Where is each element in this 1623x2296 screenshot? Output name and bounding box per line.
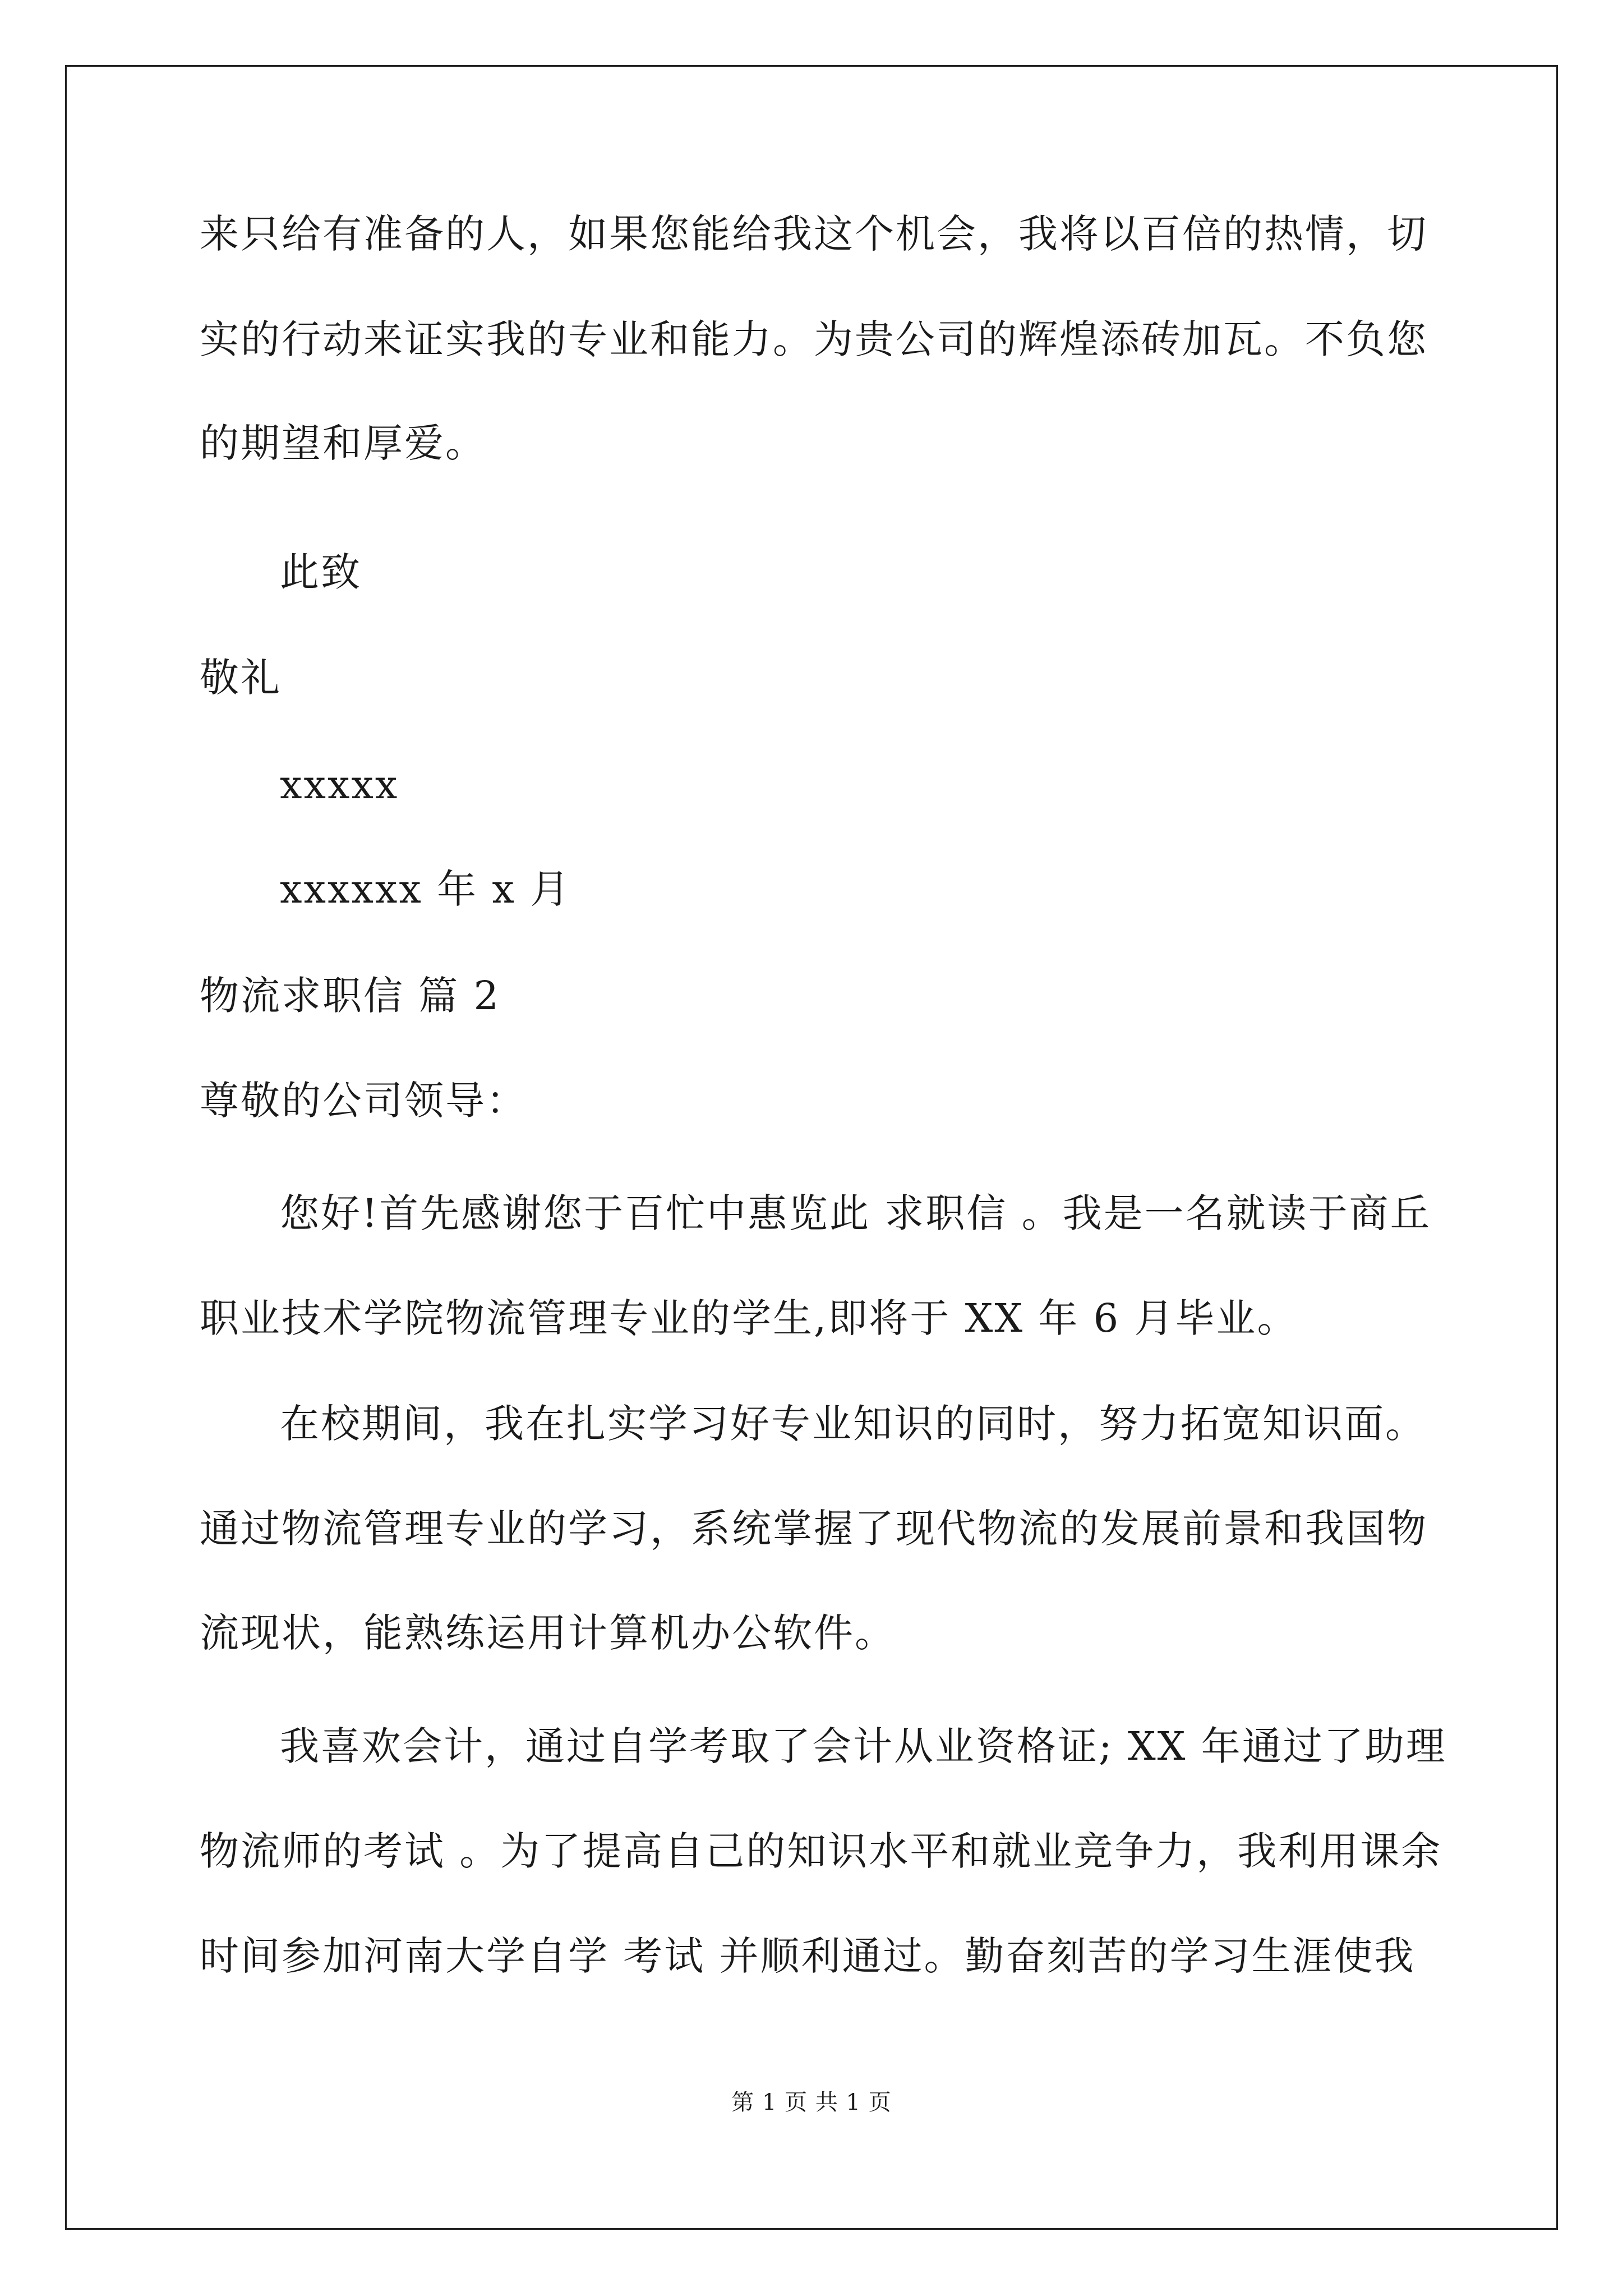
text-line: 职业技术学院物流管理专业的学生,即将于 XX 年 6 月毕业。 [200,1295,1298,1341]
page-footer: 第 1 页 共 1 页 [731,2090,892,2115]
signature-date: xxxxxx 年 x 月 [280,866,571,912]
text-line: 物流师的考试 。为了提高自己的知识水平和就业竞争力，我利用课余 [200,1828,1442,1874]
text-line: 您好!首先感谢您于百忙中惠览此 求职信 。我是一名就读于商丘 [280,1190,1431,1236]
text-line: 来只给有准备的人，如果您能给我这个机会，我将以百倍的热情，切 [200,211,1428,257]
text-line: 我喜欢会计，通过自学考取了会计从业资格证; XX 年通过了助理 [280,1723,1447,1769]
greeting: 尊敬的公司领导： [200,1078,527,1124]
closing-respect: 敬礼 [200,655,282,701]
text-line: 在校期间，我在扎实学习好专业知识的同时，努力拓宽知识面。 [280,1401,1426,1447]
section-title: 物流求职信 篇 2 [200,973,501,1019]
text-line: 时间参加河南大学自学 考试 并顺利通过。勤奋刻苦的学习生涯使我 [200,1933,1415,1979]
text-line: 通过物流管理专业的学习，系统掌握了现代物流的发展前景和我国物 [200,1506,1428,1552]
signature-name: xxxxx [280,762,399,808]
closing-salutation: 此致 [280,549,362,595]
page-frame [65,65,1558,2230]
text-line: 流现状，能熟练运用计算机办公软件。 [200,1610,896,1656]
text-line: 的期望和厚爱。 [200,420,486,466]
text-line: 实的行动来证实我的专业和能力。为贵公司的辉煌添砖加瓦。不负您 [200,316,1428,362]
